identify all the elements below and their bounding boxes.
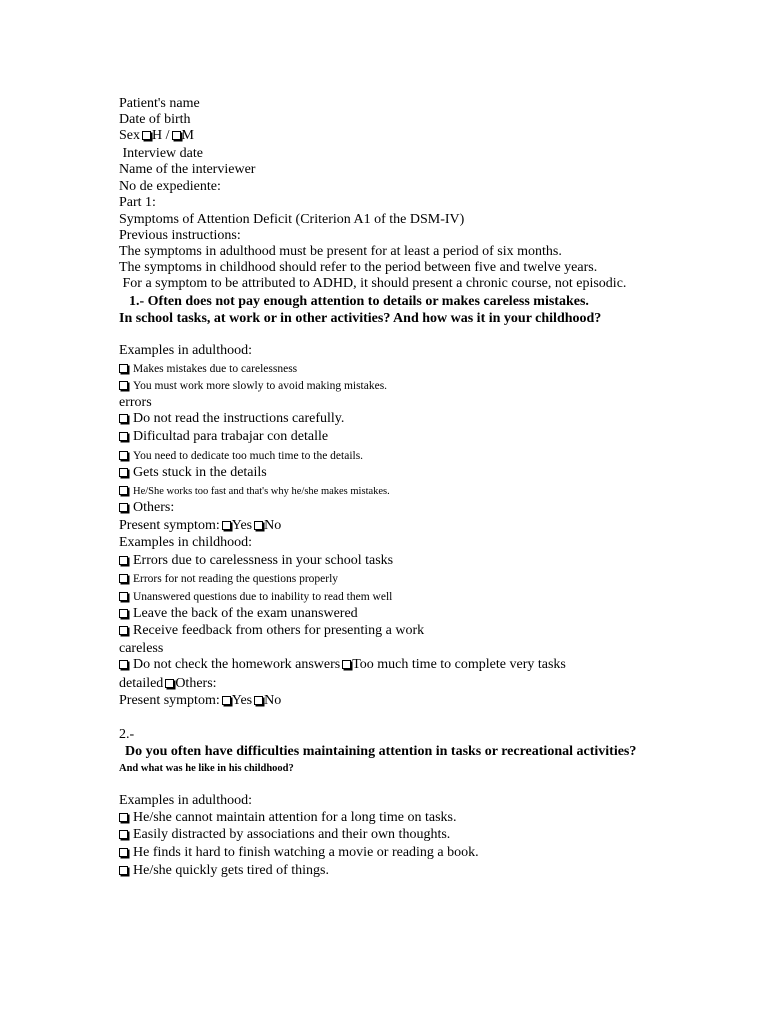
list-item-continuation: careless (119, 641, 164, 656)
list-item: Leave the back of the exam unanswered (119, 606, 358, 622)
list-item: Gets stuck in the details (119, 465, 267, 481)
instructions-label: Previous instructions: (119, 228, 241, 243)
list-item: You must work more slowly to avoid making mistakes. (119, 378, 387, 394)
question-2-number: 2.- (119, 727, 135, 742)
present-symptom-label: Present symptom: (119, 518, 220, 533)
question-1-subtitle: In school tasks, at work or in other activities? And how was it in your childhood? (119, 311, 602, 326)
checkbox[interactable] (119, 556, 128, 565)
present-yes-checkbox[interactable] (222, 696, 231, 705)
no-label: No (264, 518, 282, 533)
sex-h-checkbox[interactable] (142, 131, 151, 140)
checkbox[interactable] (119, 364, 128, 373)
list-item: He finds it hard to finish watching a movie or reading a book. (119, 845, 479, 861)
interviewer-name-label: Name of the interviewer (119, 162, 256, 177)
patient-name-label: Patient's name (119, 96, 200, 111)
no-label: No (264, 693, 282, 708)
list-item: You need to dedicate too much time to the details. (119, 448, 363, 464)
list-item: Errors for not reading the questions properly (119, 571, 338, 587)
sex-label: Sex (119, 128, 140, 143)
checkbox[interactable] (119, 626, 128, 635)
q1-adult-examples-label: Examples in adulthood: (119, 343, 252, 358)
checkbox[interactable] (119, 848, 128, 857)
checkbox[interactable] (342, 660, 351, 669)
checkbox[interactable] (119, 592, 128, 601)
checkbox[interactable] (119, 866, 128, 875)
checkbox[interactable] (119, 468, 128, 477)
question-2-title: Do you often have difficulties maintaining attention in tasks or recreational activities? (125, 744, 637, 759)
checkbox[interactable] (119, 609, 128, 618)
list-item: Unanswered questions due to inability to read them well (119, 589, 392, 605)
checkbox[interactable] (119, 574, 128, 583)
q1-child-examples-label: Examples in childhood: (119, 535, 252, 550)
list-item: detailed Others: (119, 676, 217, 691)
checkbox[interactable] (165, 679, 174, 688)
record-number-label: No de expediente: (119, 179, 221, 194)
list-item: Makes mistakes due to carelessness (119, 361, 297, 377)
list-item: Others: (119, 500, 174, 516)
list-item: Easily distracted by associations and their own thoughts. (119, 827, 450, 843)
list-item: Errors due to carelessness in your school tasks (119, 553, 393, 569)
instruction-line: The symptoms in childhood should refer to the period between five and twelve years. (119, 260, 598, 275)
present-symptom-row (119, 518, 281, 534)
part-subtitle: Symptoms of Attention Deficit (Criterion A1 of the DSM-IV) (119, 212, 465, 227)
instruction-line: For a symptom to be attributed to ADHD, it should present a chronic course, not episodic. (119, 276, 627, 291)
list-item: Receive feedback from others for presenting a work (119, 623, 424, 639)
question-1-title: 1.- Often does not pay enough attention to details or makes careless mistakes. (129, 294, 589, 309)
sex-h-label: H / (152, 128, 170, 143)
date-of-birth-label: Date of birth (119, 112, 191, 127)
question-2-subtitle: And what was he like in his childhood? (119, 763, 294, 774)
present-yes-checkbox[interactable] (222, 521, 231, 530)
checkbox[interactable] (119, 432, 128, 441)
list-item: He/she cannot maintain attention for a long time on tasks. (119, 810, 456, 826)
q2-adult-examples-label: Examples in adulthood: (119, 793, 252, 808)
present-no-checkbox[interactable] (254, 521, 263, 530)
present-symptom-label: Present symptom: (119, 693, 220, 708)
checkbox[interactable] (119, 414, 128, 423)
list-item: He/She works too fast and that's why he/she makes mistakes. (119, 484, 390, 500)
sex-field (119, 128, 194, 144)
instruction-line: The symptoms in adulthood must be present for at least a period of six months. (119, 244, 562, 259)
checkbox[interactable] (119, 660, 128, 669)
checkbox[interactable] (119, 486, 128, 495)
sex-m-label: M (181, 128, 194, 143)
yes-label: Yes (231, 518, 253, 533)
checkbox[interactable] (119, 451, 128, 460)
part-title: Part 1: (119, 195, 156, 210)
present-no-checkbox[interactable] (254, 696, 263, 705)
yes-label: Yes (231, 693, 253, 708)
present-symptom-row (119, 693, 281, 709)
list-item: Do not read the instructions carefully. (119, 411, 344, 427)
list-item: He/she quickly gets tired of things. (119, 863, 329, 879)
list-item-continuation: errors (119, 395, 152, 410)
sex-m-checkbox[interactable] (172, 131, 181, 140)
checkbox[interactable] (119, 503, 128, 512)
checkbox[interactable] (119, 830, 128, 839)
checkbox[interactable] (119, 813, 128, 822)
interview-date-label: Interview date (119, 146, 203, 161)
list-item: Dificultad para trabajar con detalle (119, 429, 328, 445)
list-item: Do not check the homework answers Too much time to complete very tasks (119, 657, 566, 673)
checkbox[interactable] (119, 381, 128, 390)
